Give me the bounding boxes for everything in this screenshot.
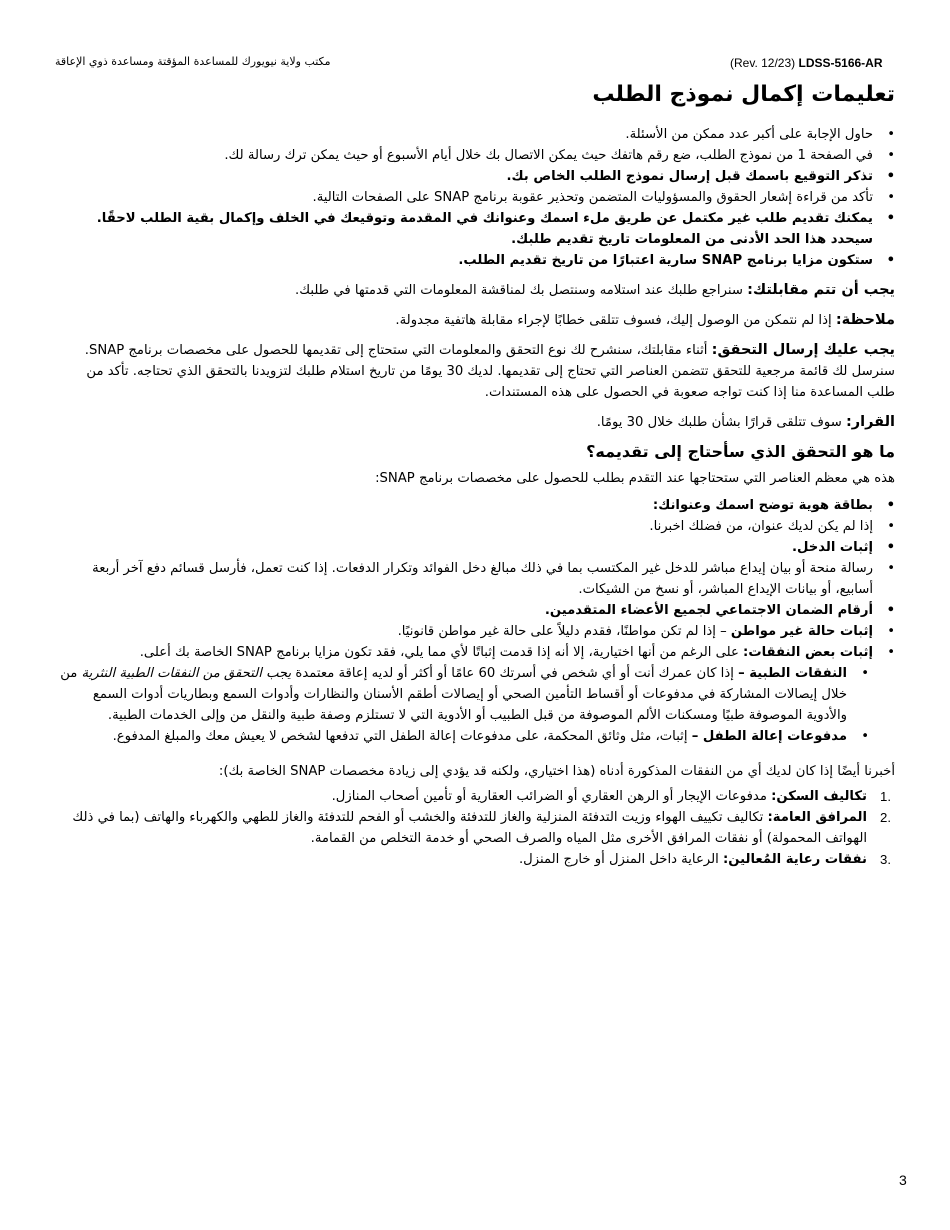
list-item: • إذا لم يكن لديك عنوان، من فضلك اخبرنا. — [55, 516, 873, 537]
agency-name: مكتب ولاية نيويورك للمساعدة المؤقتة ومساعدة ذوي الإعاقة — [55, 55, 331, 68]
revision-date: (Rev. 12/23) — [730, 56, 796, 70]
list-item — [55, 663, 847, 726]
list-item — [55, 849, 891, 870]
note-paragraph — [55, 310, 895, 331]
verification-paragraph — [55, 340, 895, 403]
list-item: • حاول الإجابة على أكبر عدد ممكن من الأسئلة. — [55, 124, 873, 145]
interview-text: سنراجع طلبك عند استلامه وسنتصل بك لمناقشة المعلومات التي قدمتها في طلبك. — [295, 283, 743, 298]
medical-text-2: من خلال إيصالات المشاركة في مدفوعات أو أقساط التأمين الصحي أو إيصالات أطقم الأسنان والنظارات وأدوات السمع وبطاريات أدوات السمع والأدوية الموصوفة طبيًا ومسكنات الألم الموصوفة من قبل الطبيب أو الأدوية التي لا تستلزم وصفة طبية والنقل من وإلى الخدمات الطبية. — [60, 666, 847, 723]
list-item — [55, 642, 873, 663]
expense-label: تكاليف السكن: — [771, 789, 867, 804]
verification-list — [55, 495, 895, 663]
list-item: • أرقام الضمان الاجتماعي لجميع الأعضاء المتقدمين. — [55, 600, 873, 621]
note-label: ملاحظة: — [835, 312, 895, 328]
list-item: • ستكون مزايا برنامج SNAP سارية اعتبارًا من تاريخ تقديم الطلب. — [55, 250, 873, 271]
noncitizen-label: إثبات حالة غير مواطن — [730, 624, 873, 639]
form-id: LDSS-5166-AR — [798, 56, 883, 70]
expenses-label: إثبات بعض النفقات: — [743, 645, 873, 660]
interview-label: يجب أن تتم مقابلتك: — [747, 282, 895, 298]
list-item: • رسالة منحة أو بيان إيداع مباشر للدخل غير المكتسب بما في ذلك مبالغ دخل الفوائد وتكرار الدفعات. إذا كنت تعمل، فأرسل قسائم دفع آخر أربعة أسابيع، أو بيانات الإيداع المباشر، أو نسخ من الشيكات. — [55, 558, 873, 600]
list-item: • إثبات الدخل. — [55, 537, 873, 558]
page-number: 3 — [899, 1172, 907, 1188]
verification-text: أثناء مقابلتك، سنشرح لك نوع التحقق والمعلومات التي ستحتاج إلى تقديمها للحصول على مخصصات برنامج SNAP. سنرسل لك قائمة مرجعية للتحقق تتضمن العناصر التي تحتاج إلى تقديمها. لديك 30 يومًا من تاريخ استلام طلبك لتزويدنا بالتحقق الذي تحتاجه. تأكد من طلب المساعدة منا إذا كنت تواجه صعوبة في الحصول على هذه المستندات. — [84, 343, 895, 400]
verification-label: يجب عليك إرسال التحقق: — [711, 342, 895, 358]
medical-text-1: إذا كان عمرك أنت أو أي شخص في أسرتك 60 عامًا أو أكثر أو لديه إعاقة معتمدة — [295, 666, 734, 681]
medical-italic: يجب التحقق من النفقات الطبية النثرية — [81, 666, 292, 681]
expense-label: نفقات رعاية المُعالين: — [722, 852, 867, 867]
instructions-list — [55, 124, 895, 271]
child-support-label: مدفوعات إعالة الطفل – — [691, 729, 847, 744]
list-item — [55, 726, 847, 747]
decision-text: سوف تتلقى قرارًا بشأن طلبك خلال 30 يومًا. — [596, 415, 842, 430]
list-item — [55, 807, 891, 849]
form-header — [730, 56, 883, 70]
expense-label: المرافق العامة: — [767, 810, 867, 825]
medical-label: النفقات الطبية – — [738, 666, 847, 681]
decision-label: القرار: — [846, 414, 895, 430]
page-title: تعليمات إكمال نموذج الطلب — [592, 82, 895, 107]
list-item: • في الصفحة 1 من نموذج الطلب، ضع رقم هاتفك حيث يمكن الاتصال بك خلال أيام الأسبوع أو حيث يمكن ترك رسالة لك. — [55, 145, 873, 166]
expense-list — [55, 786, 895, 870]
expense-text: تكاليف تكييف الهواء وزيت التدفئة المنزلية والغاز للتدفئة والخشب أو الفحم للتدفئة والغاز للطهي والكهرباء والهاتف (بما في ذلك الهواتف المحمولة) أو نفقات المرافق الأخرى مثل المياه والصرف الصحي أو خدمة التخلص من القمامة. — [72, 810, 867, 846]
noncitizen-text: – إذا لم تكن مواطنًا، فقدم دليلاً على حالة غير مواطن قانونيًا. — [397, 624, 731, 639]
document-body — [55, 124, 895, 870]
decision-paragraph — [55, 412, 895, 433]
list-item — [55, 621, 873, 642]
list-item — [55, 786, 891, 807]
list-item: • بطاقة هوية توضح اسمك وعنوانك: — [55, 495, 873, 516]
child-support-text: إثبات، مثل وثائق المحكمة، على مدفوعات إعالة الطفل التي تدفعها لشخص لا يعيش معك والمبلغ المدفوع. — [112, 729, 688, 744]
list-number: 1. — [880, 789, 891, 804]
list-item: • يمكنك تقديم طلب غير مكتمل عن طريق ملء اسمك وعنوانك في المقدمة وتوقيعك في الخلف وإكمال بقية الطلب لاحقًا. سيحدد هذا الحد الأدنى من المعلومات تاريخ تقديم طلبك. — [55, 208, 873, 250]
tell-us-paragraph: أخبرنا أيضًا إذا كان لديك أي من النفقات المذكورة أدناه (هذا اختياري، ولكنه قد يؤدي إلى زيادة مخصصات SNAP الخاصة بك): — [218, 764, 895, 779]
note-text: إذا لم نتمكن من الوصول إليك، فسوف تتلقى خطابًا لإجراء مقابلة هاتفية مجدولة. — [395, 313, 832, 328]
verification-intro: هذه هي معظم العناصر التي ستحتاجها عند التقدم بطلب للحصول على مخصصات برنامج SNAP: — [375, 471, 895, 486]
list-number: 3. — [880, 852, 891, 867]
list-item: • تذكر التوقيع باسمك قبل إرسال نموذج الطلب الخاص بك. — [55, 166, 873, 187]
expense-text: الرعاية داخل المنزل أو خارج المنزل. — [518, 852, 719, 867]
verification-heading: ما هو التحقق الذي سأحتاج إلى تقديمه؟ — [586, 442, 895, 461]
interview-paragraph — [55, 280, 895, 301]
list-number: 2. — [880, 810, 891, 825]
expense-text: مدفوعات الإيجار أو الرهن العقاري أو الضرائب العقارية أو تأمين أصحاب المنازل. — [331, 789, 767, 804]
expense-detail-list — [55, 663, 895, 747]
expenses-text: على الرغم من أنها اختيارية، إلا أنه إذا قدمت إثباتًا لأي مما يلي، فقد تكون مزايا برنامج SNAP الخاصة بك أعلى. — [139, 645, 739, 660]
list-item: • تأكد من قراءة إشعار الحقوق والمسؤوليات المتضمن وتحذير عقوبة برنامج SNAP على الصفحات التالية. — [55, 187, 873, 208]
